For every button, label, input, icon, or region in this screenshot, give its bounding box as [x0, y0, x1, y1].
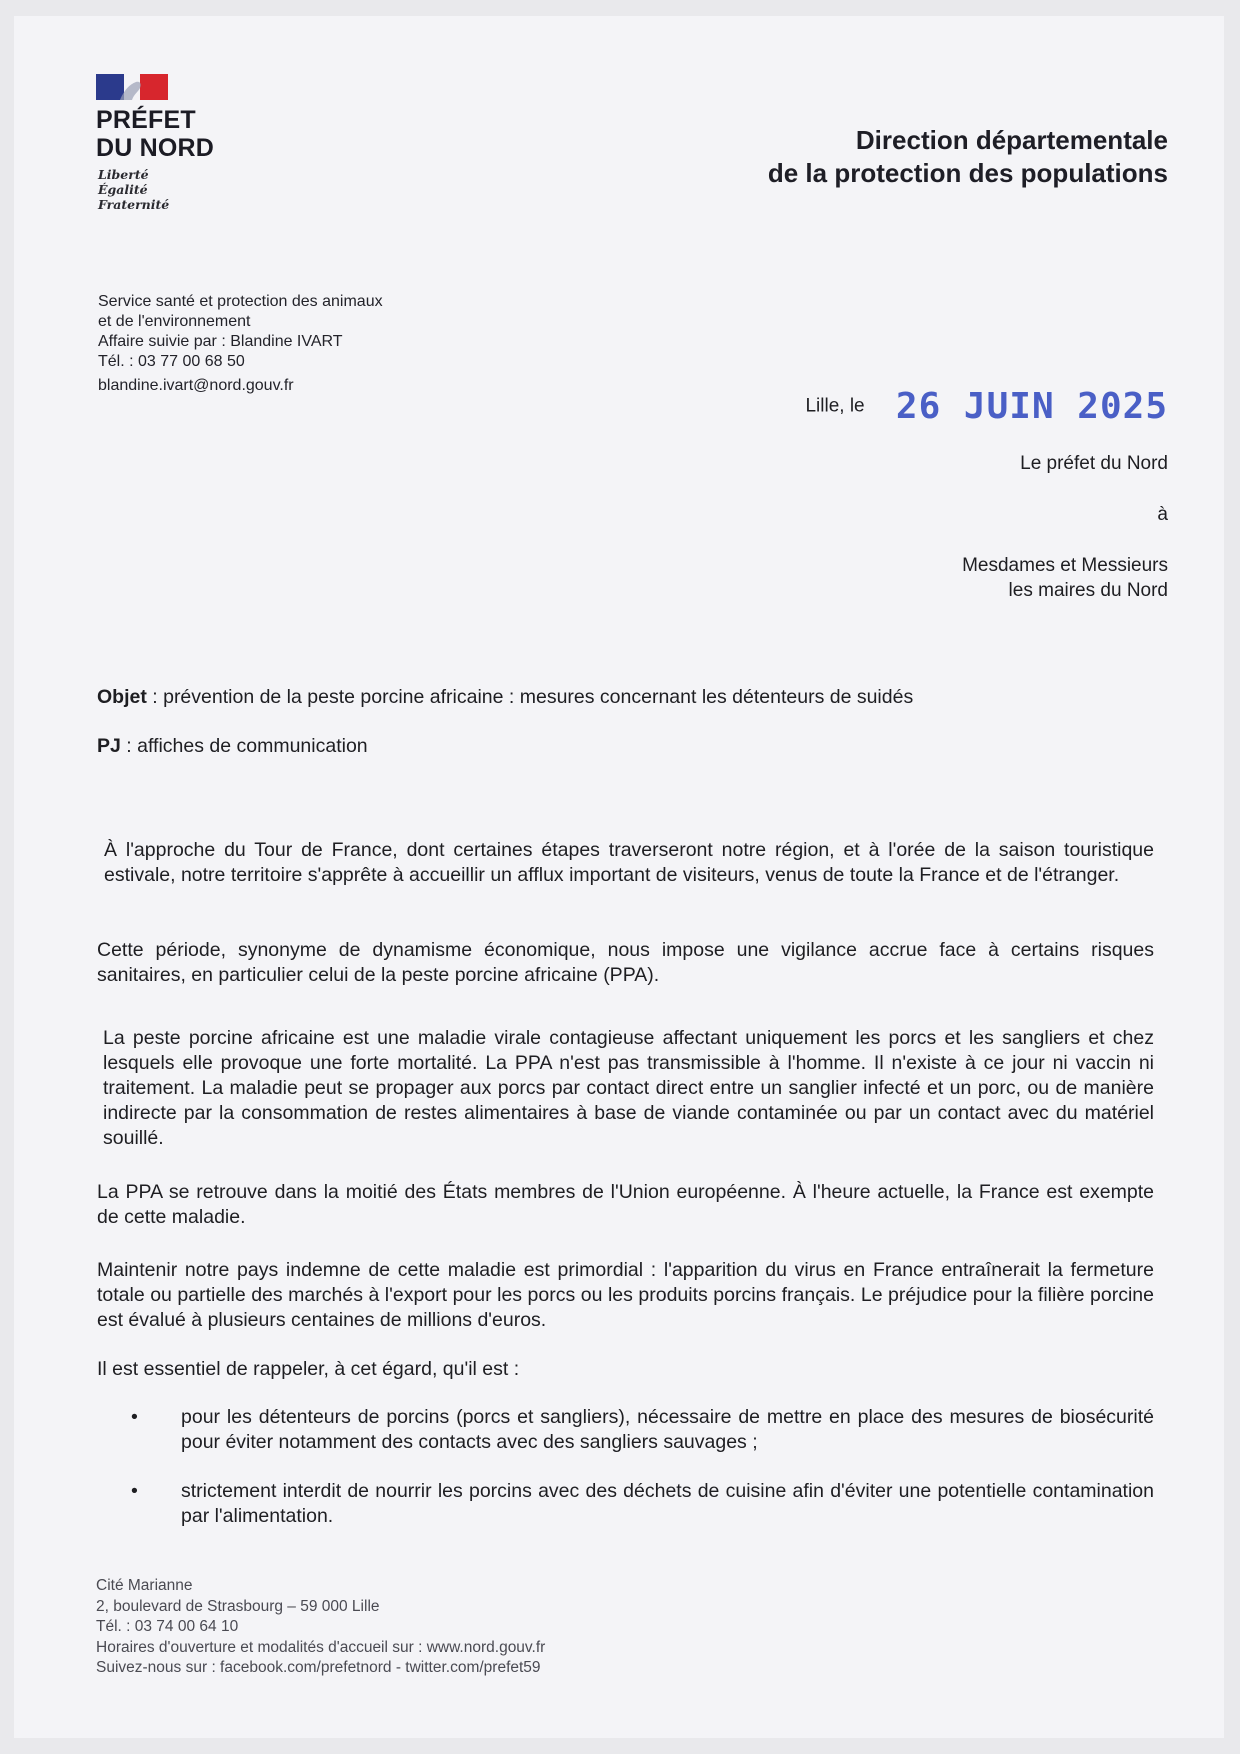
- logo-line-1: PRÉFET: [96, 106, 196, 134]
- subject-line: [97, 684, 1157, 710]
- footer-hours: Horaires d'ouverture et modalités d'accueil sur : www.nord.gouv.fr: [96, 1638, 546, 1656]
- issuing-directorate: [768, 124, 1168, 190]
- footer-social: Suivez-nous sur : facebook.com/prefetnord - twitter.com/prefet59: [96, 1659, 541, 1676]
- republic-motto: [98, 167, 169, 212]
- list-item-text: strictement interdit de nourrir les porcins avec des déchets de cuisine afin d'éviter une potentielle contamination par l'alimentation.: [181, 1480, 1154, 1527]
- service-phone: Tél. : 03 77 00 68 50: [98, 353, 245, 370]
- motto-fraternite: Fraternité: [98, 197, 170, 212]
- bullet-dot-icon: •: [131, 1406, 138, 1428]
- list-item: [97, 1405, 1154, 1455]
- service-contact-block: [98, 292, 383, 396]
- paragraph-1: À l'approche du Tour de France, dont certaines étapes traverseront notre région, et à l'orée de la saison touristique estivale, notre territoire s'apprête à accueillir un afflux important de visiteurs, venus de toute la France et de l'étranger.: [104, 839, 1154, 886]
- recipient-line-1: Mesdames et Messieurs: [962, 555, 1168, 576]
- date-line: [805, 386, 1168, 427]
- bullet-dot-icon: •: [131, 1480, 138, 1502]
- letter-page: [14, 16, 1224, 1738]
- prefet-logo-title: [96, 106, 214, 162]
- footer-phone: Tél. : 03 74 00 64 10: [96, 1618, 239, 1635]
- motto-egalite: Égalité: [98, 182, 148, 197]
- footer-building: Cité Marianne: [96, 1577, 193, 1594]
- case-handler: Affaire suivie par : Blandine IVART: [98, 333, 343, 350]
- recipients-block: [962, 451, 1168, 603]
- marianne-flag-icon: [96, 74, 168, 100]
- to-word: à: [1157, 504, 1168, 525]
- recipient-line-2: les maires du Nord: [1008, 580, 1168, 601]
- list-item-text: pour les détenteurs de porcins (porcs et sangliers), nécessaire de mettre en place des mesures de biosécurité pour éviter notamment des contacts avec des sangliers sauvages ;: [181, 1406, 1154, 1453]
- attachments-label: PJ: [97, 735, 121, 757]
- date-label: Lille, le: [805, 395, 865, 417]
- paragraph-5: Maintenir notre pays indemne de cette maladie est primordial : l'apparition du virus en France entraînerait la fermeture totale ou partielle des marchés à l'export pour les porcs ou les produits porcins français. Le préjudice pour la filière porcine est évalué à plusieurs centaines de millions d'euros.: [97, 1259, 1154, 1331]
- bullet-list: [97, 1405, 1154, 1553]
- paragraph-2: Cette période, synonyme de dynamisme économique, nous impose une vigilance accrue face à certains risques sanitaires, en particulier celui de la peste porcine africaine (PPA).: [97, 939, 1154, 986]
- attachments-text: : affiches de communication: [120, 735, 368, 757]
- logo-line-2: DU NORD: [96, 134, 215, 162]
- sender: Le préfet du Nord: [1020, 453, 1168, 474]
- footer-address: 2, boulevard de Strasbourg – 59 000 Lille: [96, 1597, 380, 1615]
- subject-text: : prévention de la peste porcine africaine : mesures concernant les détenteurs de suidés: [146, 686, 914, 708]
- paragraph-3: La peste porcine africaine est une maladie virale contagieuse affectant uniquement les porcs et les sangliers et chez lesquels elle provoque une forte mortalité. La PPA n'est pas transmissible à l'homme. Il n'existe à ce jour ni vaccin ni traitement. La maladie peut se propager aux porcs par contact direct entre un sanglier infecté et un porc, ou de manière indirecte par la consommation de restes alimentaires à base de viande contaminée ou par un contact avec du matériel souillé.: [103, 1027, 1154, 1149]
- attachments-line: [97, 733, 1157, 759]
- paragraph-4: La PPA se retrouve dans la moitié des États membres de l'Union européenne. À l'heure actuelle, la France est exempte de cette maladie.: [97, 1181, 1154, 1228]
- service-name-cont: et de l'environnement: [98, 313, 251, 330]
- motto-liberte: Liberté: [98, 167, 149, 182]
- paragraph-6: Il est essentiel de rappeler, à cet égard, qu'il est :: [97, 1358, 520, 1380]
- subject-label: Objet: [97, 686, 147, 708]
- date-stamp: 26 JUIN 2025: [895, 386, 1168, 427]
- service-email: blandine.ivart@nord.gouv.fr: [98, 377, 294, 394]
- service-name: Service santé et protection des animaux: [98, 293, 383, 310]
- directorate-line-1: Direction départementale: [855, 125, 1168, 155]
- directorate-line-2: de la protection des populations: [767, 158, 1168, 188]
- footer-contact: [96, 1576, 545, 1679]
- list-item: [97, 1479, 1154, 1529]
